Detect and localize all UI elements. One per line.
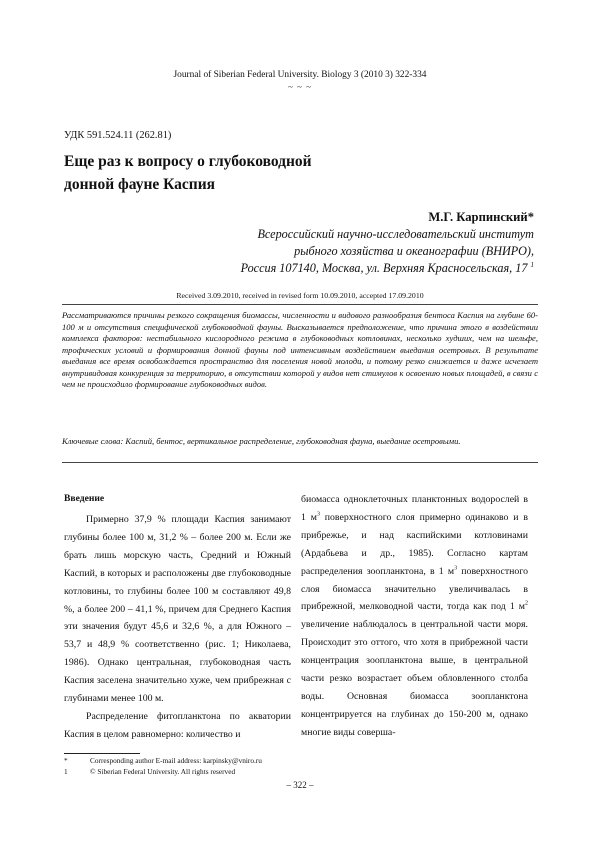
footnote-2-mark: 1 (64, 766, 68, 776)
right-paragraph-1 (301, 491, 528, 742)
udk-code: УДК 591.524.11 (262.81) (64, 130, 172, 141)
right-text-b: поверхностного слоя примерно одинаково и в прибрежье, и над каспийскими котловинами (Ардабьева и др., 1985). Согласно картам распределения зоопланктона, в 1 м (301, 511, 528, 577)
abstract-bottom-rule (62, 462, 538, 463)
affiliation-line-3: Россия 107140, Москва, ул. Верхняя Красносельская, 17 (240, 261, 528, 275)
affiliation-superscript: 1 (530, 260, 534, 269)
header-ornament: ~ ~ ~ (287, 82, 313, 92)
footnote-2 (64, 767, 524, 778)
footnote-rule (64, 753, 140, 754)
keywords: Ключевые слова: Каспий, бентос, вертикальное распределение, глубоководная фауна, выедание осетровыми. (62, 436, 461, 446)
right-text-d: увеличение наблюдалось в центральной части моря. Происходит это оттого, что хотя в прибрежной части концентрация зоопланктона выше, в центральной части резко возрастает объем обловленного столба воды. Основная биомасса зоопланктона концентрируется на глубинах до 150-200 м, однако многие виды соверша- (301, 619, 528, 738)
article-title (64, 150, 484, 196)
superscript-3b: 3 (454, 565, 458, 572)
abstract-top-rule (62, 304, 538, 305)
section-heading: Введение (64, 493, 105, 504)
abstract: Рассматриваются причины резкого сокращения биомассы, численности и видового разнообразия бентоса Каспия на глубине 60-100 м и отсутствия специфической глубоководной фауны. Высказывается предположение, что причина этого в воздействии комплекса факторов: нестабильного кислородного режима в глубоководных котловинах, несколько худших, чем на шельфе, трофических условий и формирования донной фауны под интенсивным воздействием выедания осетровых. В результате выедания все время освобождается пространство для поселения новой молоди, и потому резко снижается и даже исчезает внутривидовая конкуренция за территорию, в отсутствии которой у видов нет стимулов к освоению новых площадей, в связи с чем не происходило формирование глубоководных видов. (62, 310, 538, 389)
received-dates: Received 3.09.2010, received in revised form 10.09.2010, accepted 17.09.2010 (176, 291, 424, 300)
left-column (64, 511, 291, 744)
footnote-1-mark: * (64, 756, 68, 765)
right-column (301, 491, 528, 742)
affiliation-line-2: рыбного хозяйства и океанографии (ВНИРО), (294, 244, 534, 258)
footnote-1 (64, 756, 524, 767)
journal-header: Journal of Siberian Federal University. Biology 3 (2010 3) 322-334 (173, 70, 427, 80)
left-paragraph-2: Распределение фитопланктона по акватории Каспия в целом равномерно: количество и (64, 710, 291, 740)
superscript-2: 2 (525, 601, 528, 608)
right-text-a: биомасса одноклеточных планктонных водорослей в 1 м (301, 494, 528, 523)
article-title-line-1: Еще раз к вопросу о глубоководной (64, 153, 312, 170)
page-number: – 322 – (286, 780, 314, 790)
footnote-2-text: © Siberian Federal University. All rights reserved (90, 766, 236, 776)
footnote-1-text: Corresponding author E-mail address: karpinsky@vniro.ru (90, 756, 262, 765)
author-affiliation (134, 226, 534, 277)
article-title-line-2: донной фауне Каспия (64, 176, 216, 193)
superscript-3a: 3 (316, 511, 320, 518)
footnotes (64, 756, 524, 777)
author-name: М.Г. Карпинский* (428, 210, 534, 224)
left-paragraph-1: Примерно 37,9 % площади Каспия занимают глубины более 100 м, 31,2 % – более 200 м. Если же брать лишь морскую часть, Средний и Южный Каспий, в которых и расположены две глубоководные котловины, то глубины более 100 м составляют 49,8 %, а более 200 – 41,1 %, причем для Среднего Каспия эти значения будут 45,6 и 32,6 %, а для Южного – 53,7 и 48,9 % соответственно (рис. 1; Николаева, 1986). Однако центральная, глубоководная часть Каспия заселена значительно хуже, чем прибрежная с глубинами менее 100 м. (64, 514, 291, 705)
affiliation-line-1: Всероссийский научно-исследовательский институт (257, 227, 534, 241)
right-text-c: поверхностного слоя биомасса значительно увеличивалась в прибрежной, мелководной части, тогда как под 1 м (301, 565, 528, 613)
